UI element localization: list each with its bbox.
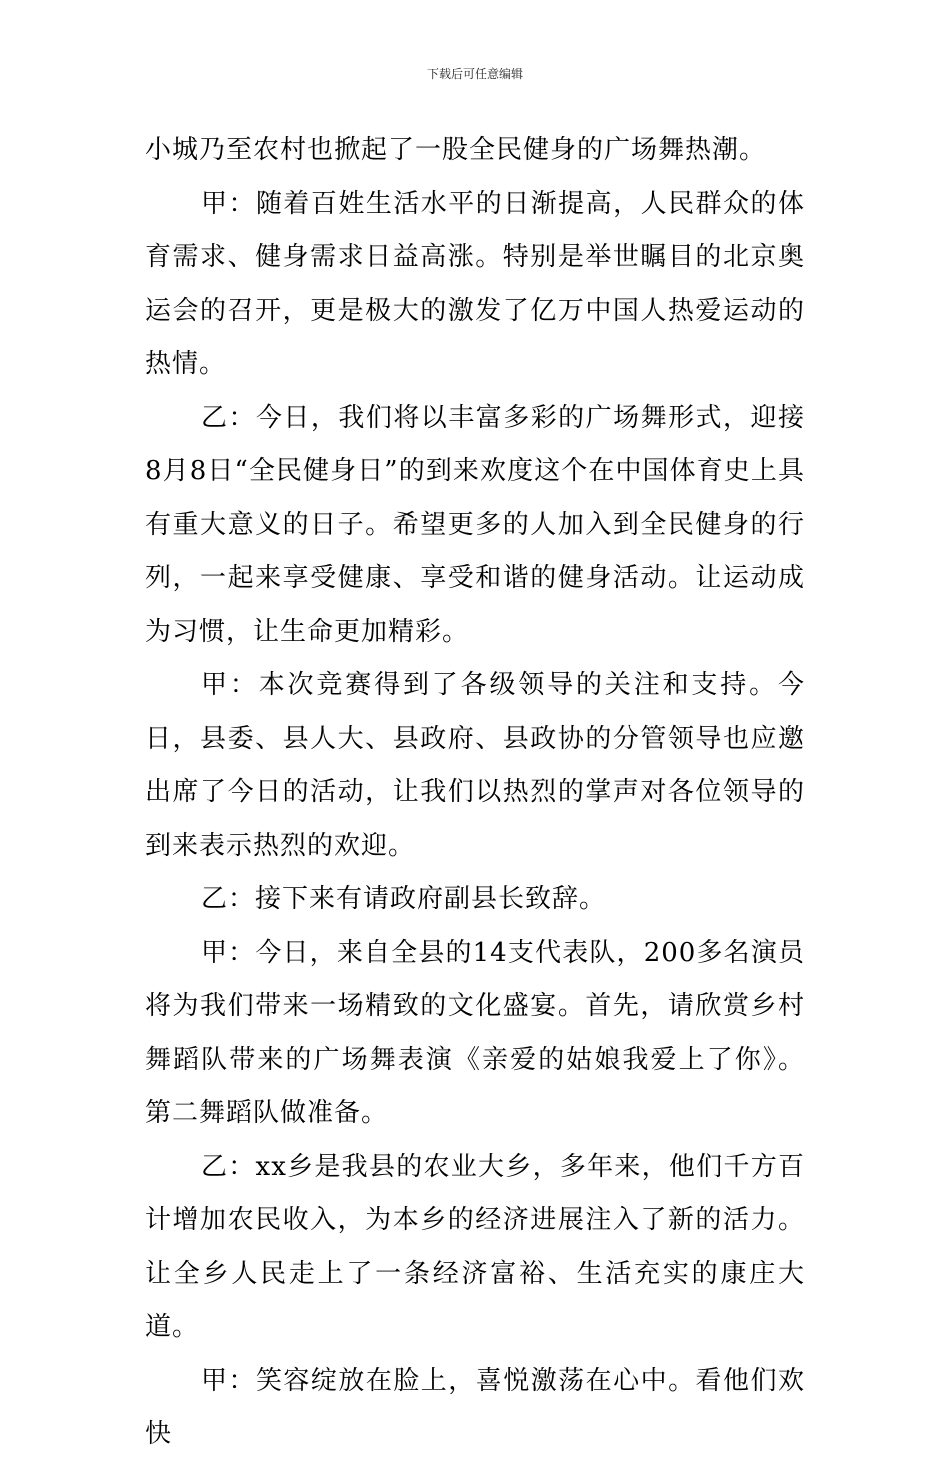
document-body	[145, 124, 805, 1462]
paragraph-2: 甲：随着百姓生活水平的日渐提高，人民群众的体育需求、健身需求日益高涨。特别是举世瞩目的北京奥运会的召开，更是极大的激发了亿万中国人热爱运动的热情。	[145, 188, 805, 379]
paragraph-4: 甲：本次竞赛得到了各级领导的关注和支持。今日，县委、县人大、县政府、县政协的分管领导也应邀出席了今日的活动，让我们以热烈的掌声对各位领导的到来表示热烈的欢迎。	[145, 670, 805, 861]
paragraph-5: 乙：接下来有请政府副县长致辞。	[201, 884, 607, 914]
paragraph-1: 小城乃至农村也掀起了一股全民健身的广场舞热潮。	[145, 135, 767, 165]
paragraph-6: 甲：今日，来自全县的14支代表队，200多名演员将为我们带来一场精致的文化盛宴。首先，请欣赏乡村舞蹈队带来的广场舞表演《亲爱的姑娘我爱上了你》。第二舞蹈队做准备。	[145, 937, 805, 1128]
paragraph-3: 乙：今日，我们将以丰富多彩的广场舞形式，迎接8月8日“全民健身日”的到来欢度这个在中国体育史上具有重大意义的日子。希望更多的人加入到全民健身的行列，一起来享受健康、享受和谐的健身活动。让运动成为习惯，让生命更加精彩。	[145, 402, 805, 647]
paragraph-7: 乙：xx乡是我县的农业大乡，多年来，他们千方百计增加农民收入，为本乡的经济进展注入了新的活力。让全乡人民走上了一条经济富裕、生活充实的康庄大道。	[145, 1151, 805, 1342]
paragraph-8: 甲：笑容绽放在脸上，喜悦激荡在心中。看他们欢快	[145, 1365, 805, 1449]
page-header-note: 下载后可任意编辑	[426, 67, 523, 81]
